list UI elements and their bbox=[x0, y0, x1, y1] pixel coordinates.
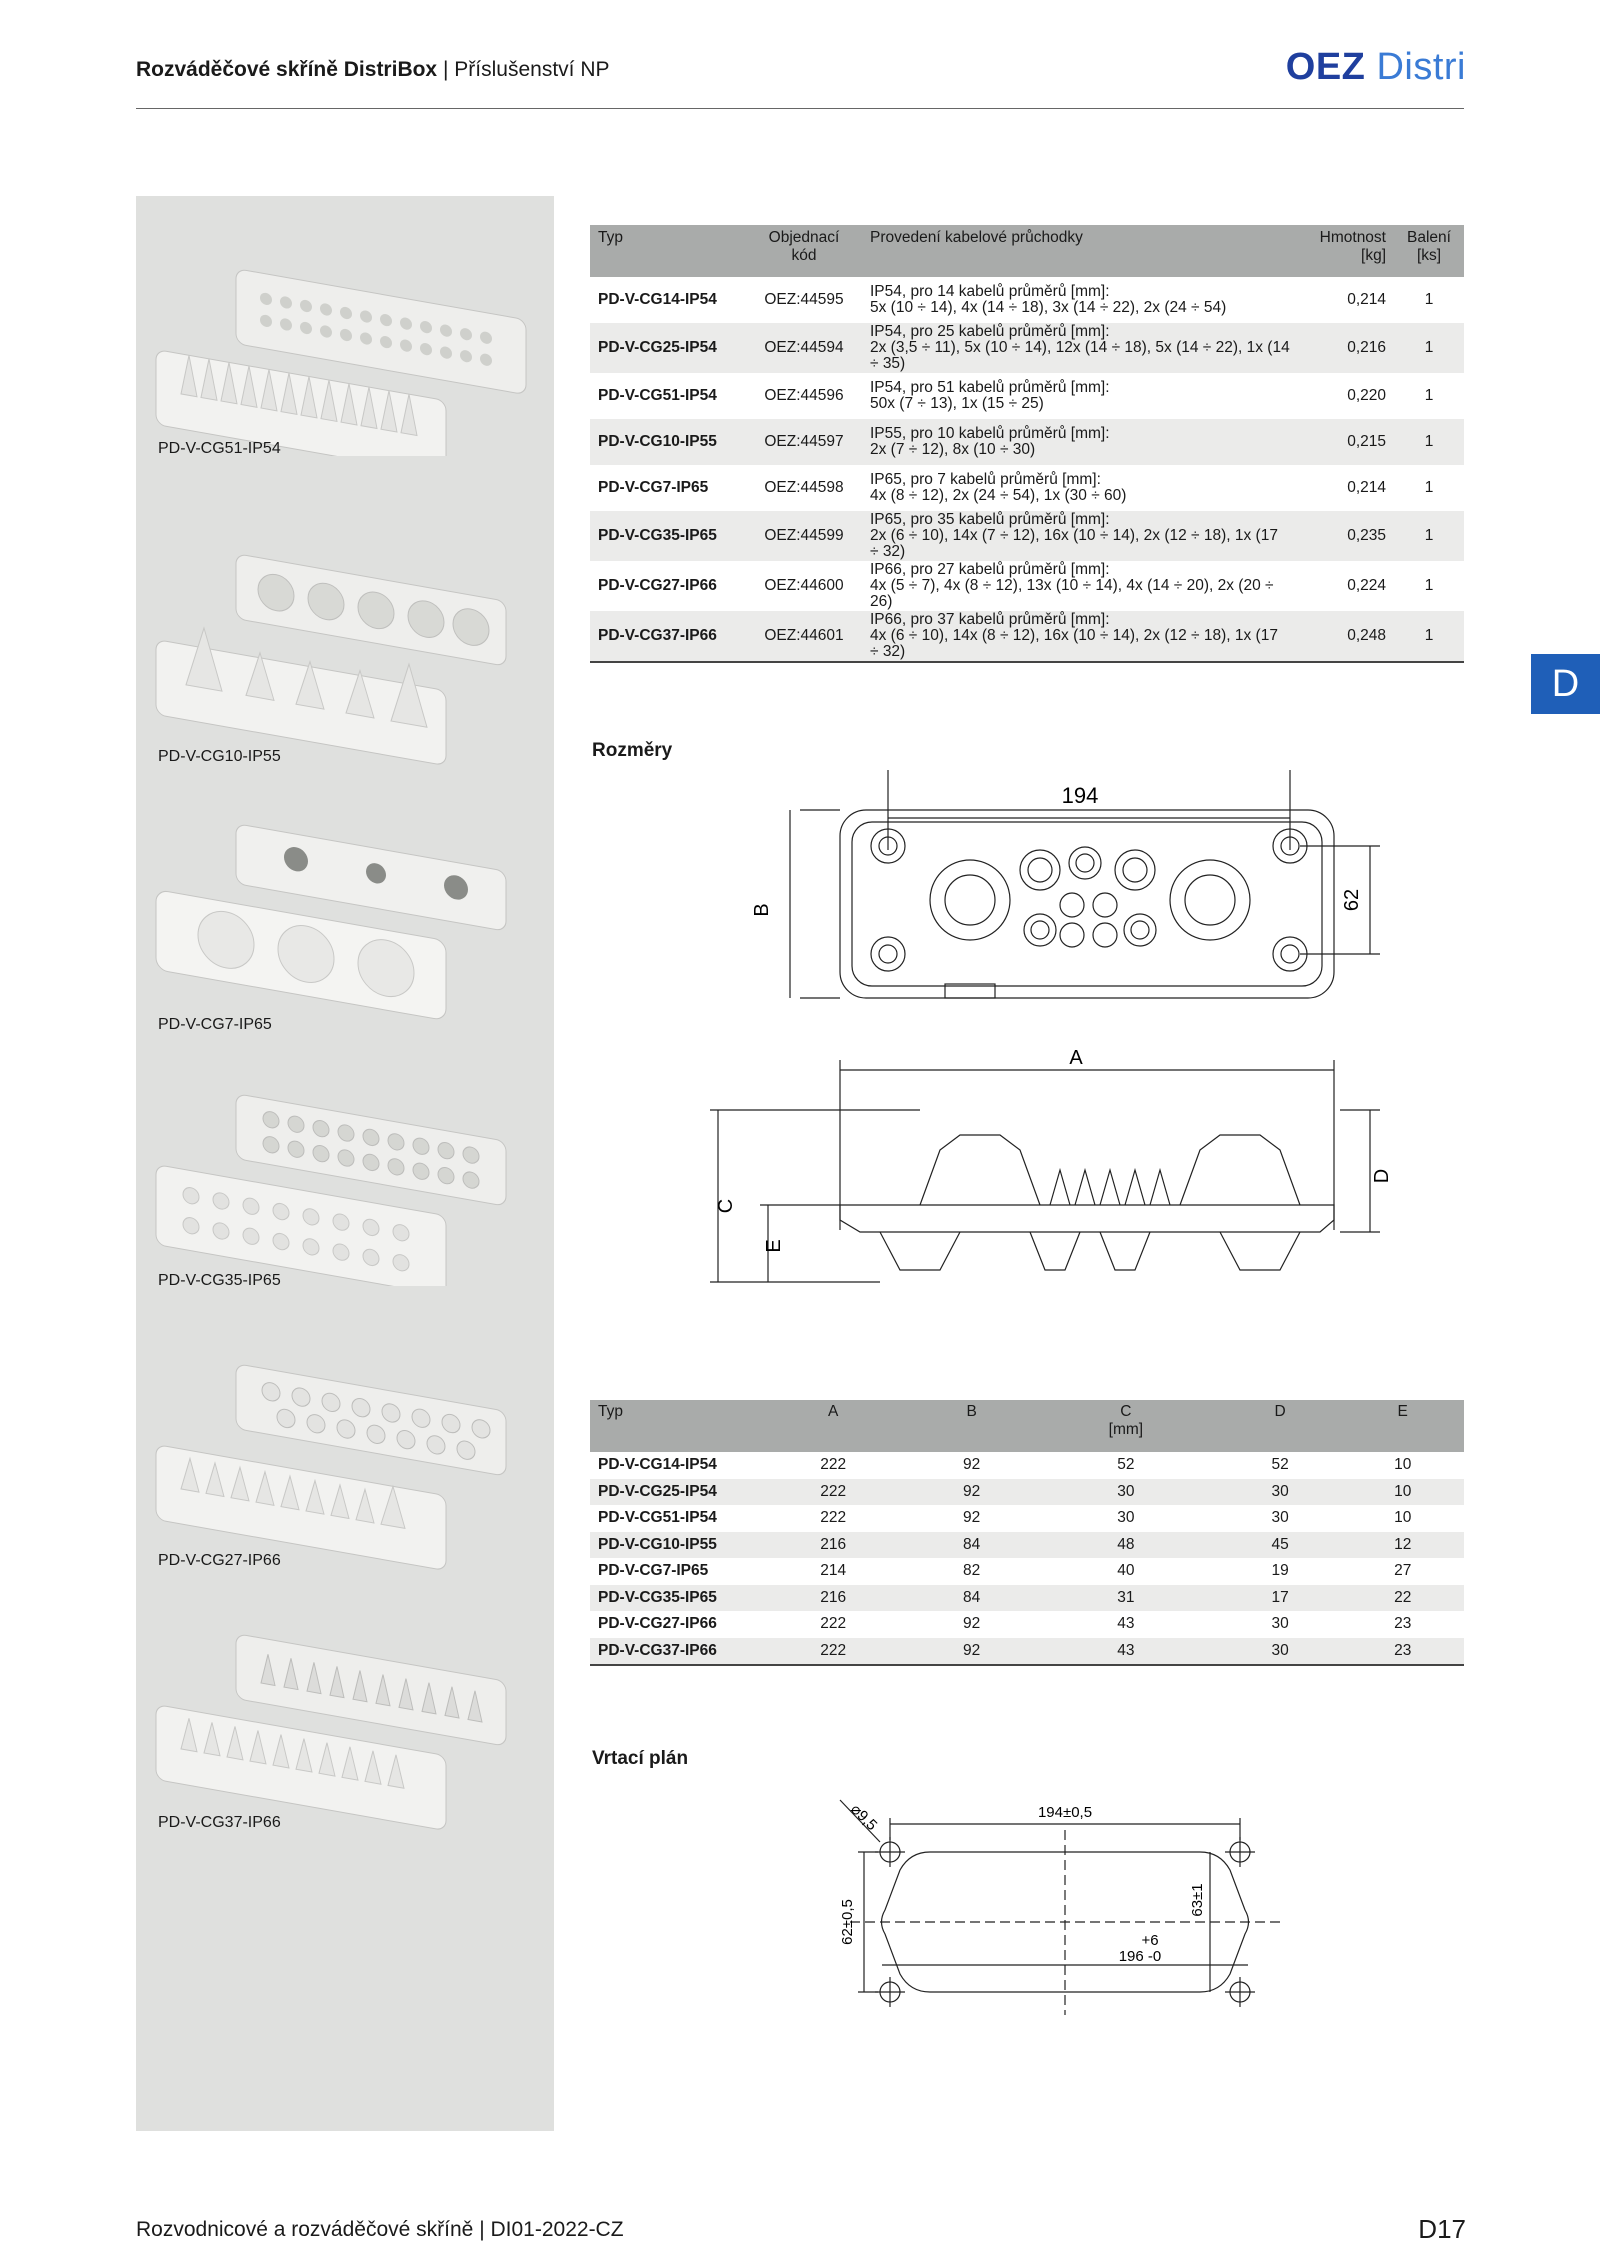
footer-doc-code: DI01-2022-CZ bbox=[490, 2218, 624, 2241]
cell-b: 92 bbox=[910, 1479, 1033, 1506]
cell-hm: 0,214 bbox=[1347, 291, 1386, 308]
cell-b: 82 bbox=[963, 1562, 981, 1580]
drill-label-w2: 196 -0 bbox=[1118, 1948, 1162, 1965]
cell-typ: PD-V-CG25-IP54 bbox=[590, 323, 746, 373]
gland-plate-image bbox=[136, 1076, 554, 1286]
table-row bbox=[590, 373, 1464, 419]
header-subtitle: Příslušenství NP bbox=[454, 58, 610, 81]
cell-provedeni bbox=[862, 323, 1298, 373]
cell-prov-l2: 2x (3,5 ÷ 11), 5x (10 ÷ 14), 12x (14 ÷ 18), 5x (14 ÷ 22), 1x (14 ÷ 35) bbox=[870, 339, 1290, 372]
drill-label-tol: +6 bbox=[1141, 1932, 1159, 1949]
header-divider bbox=[136, 108, 1464, 109]
cell-d: 30 bbox=[1271, 1615, 1289, 1633]
dimensions-table bbox=[590, 1400, 1464, 1666]
table-row bbox=[590, 465, 1464, 511]
cell-c: 48 bbox=[1033, 1532, 1219, 1559]
cell-e: 23 bbox=[1341, 1638, 1464, 1666]
cell-kod: OEZ:44596 bbox=[764, 387, 844, 404]
photo-caption: PD-V-CG51-IP54 bbox=[158, 440, 281, 457]
dimensions-drawing bbox=[700, 770, 1400, 1290]
cell-d: 17 bbox=[1219, 1585, 1342, 1612]
cell-b: 92 bbox=[963, 1456, 981, 1474]
page-header bbox=[136, 58, 610, 82]
dim-label-194: 194 bbox=[1061, 783, 1099, 808]
col-obj-l1: Objednací bbox=[768, 229, 840, 246]
cell-a: 222 bbox=[756, 1638, 910, 1666]
table-header-row bbox=[590, 225, 1464, 277]
table-row bbox=[590, 1585, 1464, 1612]
gland-plate-image bbox=[136, 256, 554, 456]
cell-c: 43 bbox=[1117, 1615, 1135, 1633]
col-obj bbox=[746, 225, 862, 277]
photo-caption: PD-V-CG35-IP65 bbox=[158, 1272, 281, 1289]
cell-prov-l2: 2x (6 ÷ 10), 14x (7 ÷ 12), 16x (10 ÷ 14), 2x (12 ÷ 18), 1x (17 ÷ 32) bbox=[870, 527, 1278, 560]
photo-caption: PD-V-CG37-IP66 bbox=[158, 1814, 281, 1831]
cell-prov-l1: IP66, pro 37 kabelů průměrů [mm]: bbox=[870, 611, 1110, 628]
footer-text: Rozvodnicové a rozváděčové skříně bbox=[136, 2218, 474, 2241]
cell-typ: PD-V-CG7-IP65 bbox=[598, 479, 709, 496]
cell-c: 31 bbox=[1033, 1585, 1219, 1612]
cell-typ: PD-V-CG10-IP55 bbox=[590, 419, 746, 465]
cell-hm: 0,224 bbox=[1347, 577, 1386, 594]
table-row bbox=[590, 511, 1464, 561]
col-obj-l2: kód bbox=[791, 247, 817, 264]
cell-typ: PD-V-CG37-IP66 bbox=[590, 1638, 756, 1666]
col-c bbox=[1033, 1400, 1219, 1452]
col-b: B bbox=[910, 1400, 1033, 1452]
photo-caption: PD-V-CG27-IP66 bbox=[158, 1552, 281, 1569]
drilling-drawing bbox=[820, 1790, 1300, 2030]
gland-plate-image bbox=[136, 1346, 554, 1576]
product-photo bbox=[136, 536, 554, 766]
table-row bbox=[590, 1479, 1464, 1506]
drill-label-w: 194±0,5 bbox=[1037, 1804, 1093, 1821]
cell-provedeni bbox=[862, 611, 1298, 662]
dim-label-e: E bbox=[763, 1239, 785, 1253]
cell-typ: PD-V-CG51-IP54 bbox=[598, 1509, 717, 1527]
table-row bbox=[590, 277, 1464, 323]
col-bal-l2: [ks] bbox=[1416, 247, 1442, 264]
cell-provedeni bbox=[862, 373, 1298, 419]
photo-caption: PD-V-CG10-IP55 bbox=[158, 748, 281, 765]
cell-hm: 0,220 bbox=[1347, 387, 1386, 404]
cell-kod: OEZ:44601 bbox=[746, 611, 862, 662]
cell-c: 30 bbox=[1033, 1479, 1219, 1506]
table-row bbox=[590, 419, 1464, 465]
page-number: D17 bbox=[1418, 2214, 1466, 2244]
col-unit: [mm] bbox=[1108, 1421, 1144, 1438]
header-title: Rozváděčové skříně DistriBox bbox=[136, 58, 438, 81]
col-e: E bbox=[1341, 1400, 1464, 1452]
brand-logo-oez: OEZ bbox=[1285, 46, 1366, 88]
cell-prov-l2: 4x (8 ÷ 12), 2x (24 ÷ 54), 1x (30 ÷ 60) bbox=[870, 487, 1127, 504]
col-typ: Typ bbox=[590, 225, 746, 277]
cell-prov-l1: IP54, pro 51 kabelů průměrů [mm]: bbox=[870, 379, 1110, 396]
cell-provedeni bbox=[862, 419, 1298, 465]
drilling-title: Vrtací plán bbox=[592, 1748, 689, 1769]
cell-b: 84 bbox=[910, 1532, 1033, 1559]
table-row bbox=[590, 1611, 1464, 1638]
col-hm-l2: [kg] bbox=[1361, 247, 1386, 264]
cell-prov-l1: IP55, pro 10 kabelů průměrů [mm]: bbox=[870, 425, 1110, 442]
cell-d: 52 bbox=[1271, 1456, 1289, 1474]
cell-prov-l2: 2x (7 ÷ 12), 8x (10 ÷ 30) bbox=[870, 441, 1036, 458]
drill-label-h: 62±0,5 bbox=[839, 1899, 856, 1945]
cell-e: 12 bbox=[1341, 1532, 1464, 1559]
col-d: D bbox=[1219, 1400, 1342, 1452]
cell-bal: 1 bbox=[1394, 511, 1464, 561]
cell-typ: PD-V-CG35-IP65 bbox=[590, 1585, 756, 1612]
brand-logo-distri: Distri bbox=[1376, 46, 1466, 88]
brand-logo bbox=[1286, 46, 1466, 89]
cell-hm: 0,235 bbox=[1298, 511, 1394, 561]
col-provedeni: Provedení kabelové průchodky bbox=[862, 225, 1298, 277]
cell-e: 10 bbox=[1341, 1479, 1464, 1506]
drill-label-dia: ⌀9,5 bbox=[847, 1800, 881, 1834]
cell-provedeni bbox=[862, 277, 1298, 323]
cell-a: 222 bbox=[820, 1615, 847, 1633]
cell-prov-l1: IP65, pro 7 kabelů průměrů [mm]: bbox=[870, 471, 1101, 488]
cell-d: 30 bbox=[1219, 1638, 1342, 1666]
cell-a: 222 bbox=[820, 1509, 847, 1527]
products-table bbox=[590, 225, 1464, 663]
cell-bal: 1 bbox=[1424, 479, 1434, 496]
cell-prov-l1: IP66, pro 27 kabelů průměrů [mm]: bbox=[870, 561, 1110, 578]
cell-c: 30 bbox=[1117, 1509, 1135, 1527]
cell-b: 92 bbox=[963, 1509, 981, 1527]
cell-prov-l1: IP54, pro 14 kabelů průměrů [mm]: bbox=[870, 283, 1110, 300]
cell-prov-l2: 4x (5 ÷ 7), 4x (8 ÷ 12), 13x (10 ÷ 14), 4x (14 ÷ 20), 2x (20 ÷ 26) bbox=[870, 577, 1274, 610]
dim-label-b: B bbox=[751, 903, 773, 917]
cell-prov-l2: 5x (10 ÷ 14), 4x (14 ÷ 18), 3x (14 ÷ 22), 2x (24 ÷ 54) bbox=[870, 299, 1227, 316]
cell-kod: OEZ:44600 bbox=[764, 577, 844, 594]
photo-sidebar bbox=[136, 196, 554, 2131]
cell-d: 45 bbox=[1219, 1532, 1342, 1559]
cell-typ: PD-V-CG35-IP65 bbox=[590, 511, 746, 561]
cell-a: 222 bbox=[756, 1479, 910, 1506]
dim-label-a: A bbox=[1069, 1047, 1083, 1069]
product-photo bbox=[136, 1076, 554, 1286]
cell-b: 92 bbox=[910, 1638, 1033, 1666]
dimensions-title: Rozměry bbox=[592, 740, 673, 761]
cell-typ: PD-V-CG51-IP54 bbox=[598, 387, 717, 404]
cell-b: 92 bbox=[963, 1615, 981, 1633]
cell-typ: PD-V-CG27-IP66 bbox=[598, 1615, 717, 1633]
cell-e: 10 bbox=[1394, 1456, 1412, 1474]
table-row bbox=[590, 611, 1464, 662]
table-header-row bbox=[590, 1400, 1464, 1452]
product-photo bbox=[136, 1346, 554, 1576]
product-photo bbox=[136, 256, 554, 516]
table-row bbox=[590, 1558, 1464, 1585]
cell-typ: PD-V-CG27-IP66 bbox=[598, 577, 717, 594]
cell-a: 214 bbox=[820, 1562, 847, 1580]
cell-e: 27 bbox=[1394, 1562, 1412, 1580]
cell-prov-l1: IP54, pro 25 kabelů průměrů [mm]: bbox=[870, 323, 1110, 340]
cell-prov-l2: 50x (7 ÷ 13), 1x (15 ÷ 25) bbox=[870, 395, 1044, 412]
table-row bbox=[590, 1452, 1464, 1479]
cell-c: 52 bbox=[1117, 1456, 1135, 1474]
cell-a: 216 bbox=[756, 1585, 910, 1612]
gland-plate-image bbox=[136, 806, 554, 1026]
gland-plate-image bbox=[136, 536, 554, 766]
cell-c: 40 bbox=[1117, 1562, 1135, 1580]
col-typ: Typ bbox=[590, 1400, 756, 1452]
cell-hm: 0,214 bbox=[1347, 479, 1386, 496]
cell-provedeni bbox=[862, 511, 1298, 561]
cell-e: 23 bbox=[1394, 1615, 1412, 1633]
cell-typ: PD-V-CG7-IP65 bbox=[598, 1562, 709, 1580]
cell-hm: 0,248 bbox=[1298, 611, 1394, 662]
col-hm-l1: Hmotnost bbox=[1319, 229, 1386, 246]
gland-plate-image bbox=[136, 1616, 554, 1836]
cell-kod: OEZ:44598 bbox=[764, 479, 844, 496]
cell-typ: PD-V-CG14-IP54 bbox=[598, 1456, 717, 1474]
cell-bal: 1 bbox=[1424, 291, 1434, 308]
col-hmotnost bbox=[1298, 225, 1394, 277]
header-separator: | bbox=[442, 58, 449, 81]
cell-a: 216 bbox=[756, 1532, 910, 1559]
cell-kod: OEZ:44599 bbox=[746, 511, 862, 561]
cell-b: 84 bbox=[910, 1585, 1033, 1612]
cell-e: 22 bbox=[1341, 1585, 1464, 1612]
section-tab: D bbox=[1531, 654, 1600, 714]
cell-c: 43 bbox=[1033, 1638, 1219, 1666]
photo-caption: PD-V-CG7-IP65 bbox=[158, 1016, 272, 1033]
dim-label-62: 62 bbox=[1341, 888, 1363, 912]
cell-kod: OEZ:44597 bbox=[746, 419, 862, 465]
cell-typ: PD-V-CG10-IP55 bbox=[590, 1532, 756, 1559]
cell-a: 222 bbox=[820, 1456, 847, 1474]
cell-kod: OEZ:44594 bbox=[746, 323, 862, 373]
page-footer bbox=[136, 2218, 624, 2242]
cell-bal: 1 bbox=[1394, 323, 1464, 373]
cell-prov-l1: IP65, pro 35 kabelů průměrů [mm]: bbox=[870, 511, 1110, 528]
col-a: A bbox=[756, 1400, 910, 1452]
table-row bbox=[590, 561, 1464, 611]
cell-d: 30 bbox=[1271, 1509, 1289, 1527]
drill-label-h2: 63±1 bbox=[1189, 1883, 1206, 1917]
cell-provedeni bbox=[862, 561, 1298, 611]
cell-hm: 0,215 bbox=[1298, 419, 1394, 465]
cell-bal: 1 bbox=[1394, 611, 1464, 662]
cell-typ: PD-V-CG37-IP66 bbox=[590, 611, 746, 662]
table-row bbox=[590, 1505, 1464, 1532]
cell-typ: PD-V-CG25-IP54 bbox=[590, 1479, 756, 1506]
dim-label-c: C bbox=[715, 1198, 737, 1214]
cell-d: 30 bbox=[1219, 1479, 1342, 1506]
cell-provedeni bbox=[862, 465, 1298, 511]
cell-kod: OEZ:44595 bbox=[764, 291, 844, 308]
footer-separator: | bbox=[479, 2218, 485, 2241]
table-row bbox=[590, 1638, 1464, 1666]
cell-d: 19 bbox=[1271, 1562, 1289, 1580]
col-baleni bbox=[1394, 225, 1464, 277]
cell-e: 10 bbox=[1394, 1509, 1412, 1527]
cell-typ: PD-V-CG14-IP54 bbox=[598, 291, 717, 308]
col-c-label: C bbox=[1120, 1403, 1132, 1420]
product-photo bbox=[136, 806, 554, 1026]
cell-bal: 1 bbox=[1394, 419, 1464, 465]
col-bal-l1: Balení bbox=[1407, 229, 1451, 246]
product-photo bbox=[136, 1616, 554, 1836]
cell-prov-l2: 4x (6 ÷ 10), 14x (8 ÷ 12), 16x (10 ÷ 14), 2x (12 ÷ 18), 1x (17 ÷ 32) bbox=[870, 627, 1278, 660]
table-row bbox=[590, 323, 1464, 373]
cell-bal: 1 bbox=[1424, 577, 1434, 594]
dim-label-d: D bbox=[1371, 1168, 1393, 1184]
cell-bal: 1 bbox=[1424, 387, 1434, 404]
table-row bbox=[590, 1532, 1464, 1559]
cell-hm: 0,216 bbox=[1298, 323, 1394, 373]
